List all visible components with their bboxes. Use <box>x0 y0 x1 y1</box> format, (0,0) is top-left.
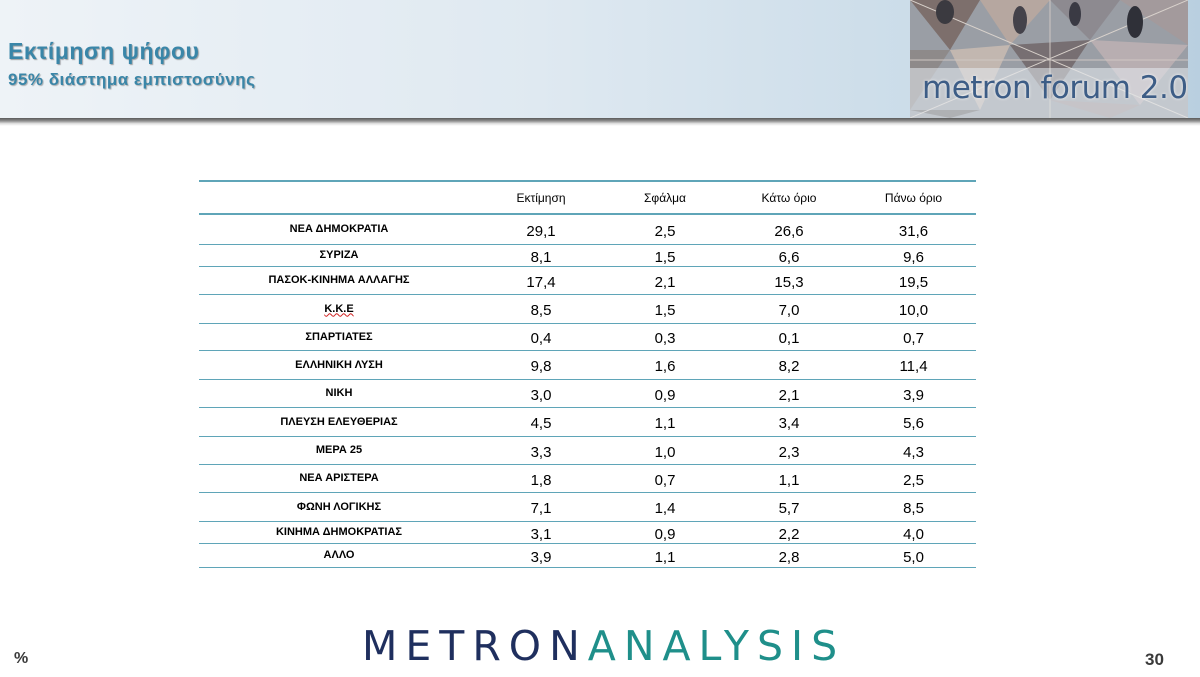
cell-estimate: 17,4 <box>479 266 603 294</box>
cell-upper: 2,5 <box>851 464 976 492</box>
table-row <box>199 464 976 492</box>
table-row <box>199 350 976 379</box>
cell-lower: 2,1 <box>727 379 851 407</box>
logo-text-analysis: ANALYSIS <box>587 622 846 670</box>
cell-error: 1,1 <box>603 543 727 567</box>
cell-error: 1,0 <box>603 436 727 464</box>
table-row <box>199 379 976 407</box>
cell-error: 2,1 <box>603 266 727 294</box>
party-name-text: ΠΛΕΥΣΗ ΕΛΕΥΘΕΡΙΑΣ <box>280 415 398 428</box>
party-name-text: ΝΙΚΗ <box>325 387 353 399</box>
party-name <box>199 379 479 407</box>
cell-upper: 0,7 <box>851 323 976 350</box>
cell-lower: 8,2 <box>727 350 851 379</box>
cell-upper: 31,6 <box>851 214 976 244</box>
cell-lower: 6,6 <box>727 244 851 266</box>
page-number: 30 <box>1145 650 1164 669</box>
cell-lower: 5,7 <box>727 492 851 521</box>
cell-error: 0,9 <box>603 521 727 543</box>
party-name-text: Κ.Κ.Ε <box>324 302 354 315</box>
cell-estimate: 3,3 <box>479 436 603 464</box>
table-row <box>199 244 976 266</box>
cell-lower: 15,3 <box>727 266 851 294</box>
cell-lower: 3,4 <box>727 407 851 436</box>
table-row <box>199 214 976 244</box>
cell-estimate: 8,5 <box>479 294 603 323</box>
column-header-estimate: Εκτίμηση <box>479 181 603 214</box>
cell-upper: 11,4 <box>851 350 976 379</box>
table-row <box>199 407 976 436</box>
table-row <box>199 543 976 567</box>
cell-error: 0,9 <box>603 379 727 407</box>
header-divider <box>0 118 1200 126</box>
table-header-row <box>199 181 976 214</box>
party-name-text: ΜΕΡΑ 25 <box>315 444 363 456</box>
cell-error: 1,5 <box>603 244 727 266</box>
cell-upper: 4,3 <box>851 436 976 464</box>
cell-lower: 7,0 <box>727 294 851 323</box>
slide-subtitle: 95% διάστημα εμπιστοσύνης <box>8 70 256 89</box>
cell-estimate: 29,1 <box>479 214 603 244</box>
party-name <box>199 214 479 244</box>
party-name-text: ΦΩΝΗ ΛΟΓΙΚΗΣ <box>296 500 382 513</box>
banner-title: metron forum 2.0 <box>922 70 1188 106</box>
cell-estimate: 7,1 <box>479 492 603 521</box>
column-header-lower: Κάτω όριο <box>727 181 851 214</box>
cell-lower: 26,6 <box>727 214 851 244</box>
party-name-text: ΚΙΝΗΜΑ ΔΗΜΟΚΡΑΤΙΑΣ <box>275 526 403 538</box>
unit-label: % <box>14 650 29 667</box>
party-name <box>199 436 479 464</box>
column-header-upper: Πάνω όριο <box>851 181 976 214</box>
cell-estimate: 8,1 <box>479 244 603 266</box>
table-row <box>199 436 976 464</box>
cell-error: 1,4 <box>603 492 727 521</box>
table-row <box>199 323 976 350</box>
party-name-text: ΕΛΛΗΝΙΚΗ ΛΥΣΗ <box>295 358 383 371</box>
vote-estimate-table-container <box>199 180 976 568</box>
cell-estimate: 4,5 <box>479 407 603 436</box>
cell-estimate: 3,9 <box>479 543 603 567</box>
cell-lower: 2,3 <box>727 436 851 464</box>
party-name <box>199 521 479 543</box>
cell-estimate: 0,4 <box>479 323 603 350</box>
cell-upper: 8,5 <box>851 492 976 521</box>
cell-upper: 3,9 <box>851 379 976 407</box>
cell-error: 0,3 <box>603 323 727 350</box>
cell-estimate: 3,1 <box>479 521 603 543</box>
party-name-text: ΝΕΑ ΑΡΙΣΤΕΡΑ <box>299 472 379 484</box>
party-name <box>199 492 479 521</box>
party-name-text: ΑΛΛΟ <box>323 549 355 561</box>
cell-upper: 9,6 <box>851 244 976 266</box>
cell-error: 1,1 <box>603 407 727 436</box>
cell-error: 1,5 <box>603 294 727 323</box>
metron-analysis-logo <box>362 622 845 670</box>
cell-upper: 19,5 <box>851 266 976 294</box>
party-name <box>199 407 479 436</box>
table-row <box>199 492 976 521</box>
cell-lower: 0,1 <box>727 323 851 350</box>
cell-estimate: 3,0 <box>479 379 603 407</box>
cell-upper: 10,0 <box>851 294 976 323</box>
cell-upper: 5,0 <box>851 543 976 567</box>
party-name <box>199 543 479 567</box>
party-name <box>199 244 479 266</box>
slide-title: Εκτίμηση ψήφου <box>8 38 200 64</box>
column-header-party <box>199 181 479 214</box>
cell-error: 1,6 <box>603 350 727 379</box>
party-name <box>199 350 479 379</box>
party-name <box>199 323 479 350</box>
cell-lower: 2,2 <box>727 521 851 543</box>
party-name <box>199 464 479 492</box>
cell-upper: 5,6 <box>851 407 976 436</box>
party-name <box>199 294 479 323</box>
table-body <box>199 214 976 567</box>
cell-error: 2,5 <box>603 214 727 244</box>
cell-estimate: 1,8 <box>479 464 603 492</box>
cell-error: 0,7 <box>603 464 727 492</box>
table-row <box>199 266 976 294</box>
cell-estimate: 9,8 <box>479 350 603 379</box>
party-name-text: ΣΥΡΙΖΑ <box>319 249 359 261</box>
vote-estimate-table <box>199 180 976 568</box>
party-name-text: ΝΕΑ ΔΗΜΟΚΡΑΤΙΑ <box>289 223 389 236</box>
column-header-error: Σφάλμα <box>603 181 727 214</box>
table-row <box>199 294 976 323</box>
party-name-text: ΣΠΑΡΤΙΑΤΕΣ <box>305 330 373 343</box>
forum-banner <box>910 0 1188 118</box>
party-name-text: ΠΑΣΟΚ-ΚΙΝΗΜΑ ΑΛΛΑΓΗΣ <box>268 274 410 286</box>
cell-lower: 2,8 <box>727 543 851 567</box>
logo-text-metron: METRON <box>362 622 588 670</box>
table-row <box>199 521 976 543</box>
cell-upper: 4,0 <box>851 521 976 543</box>
party-name <box>199 266 479 294</box>
cell-lower: 1,1 <box>727 464 851 492</box>
